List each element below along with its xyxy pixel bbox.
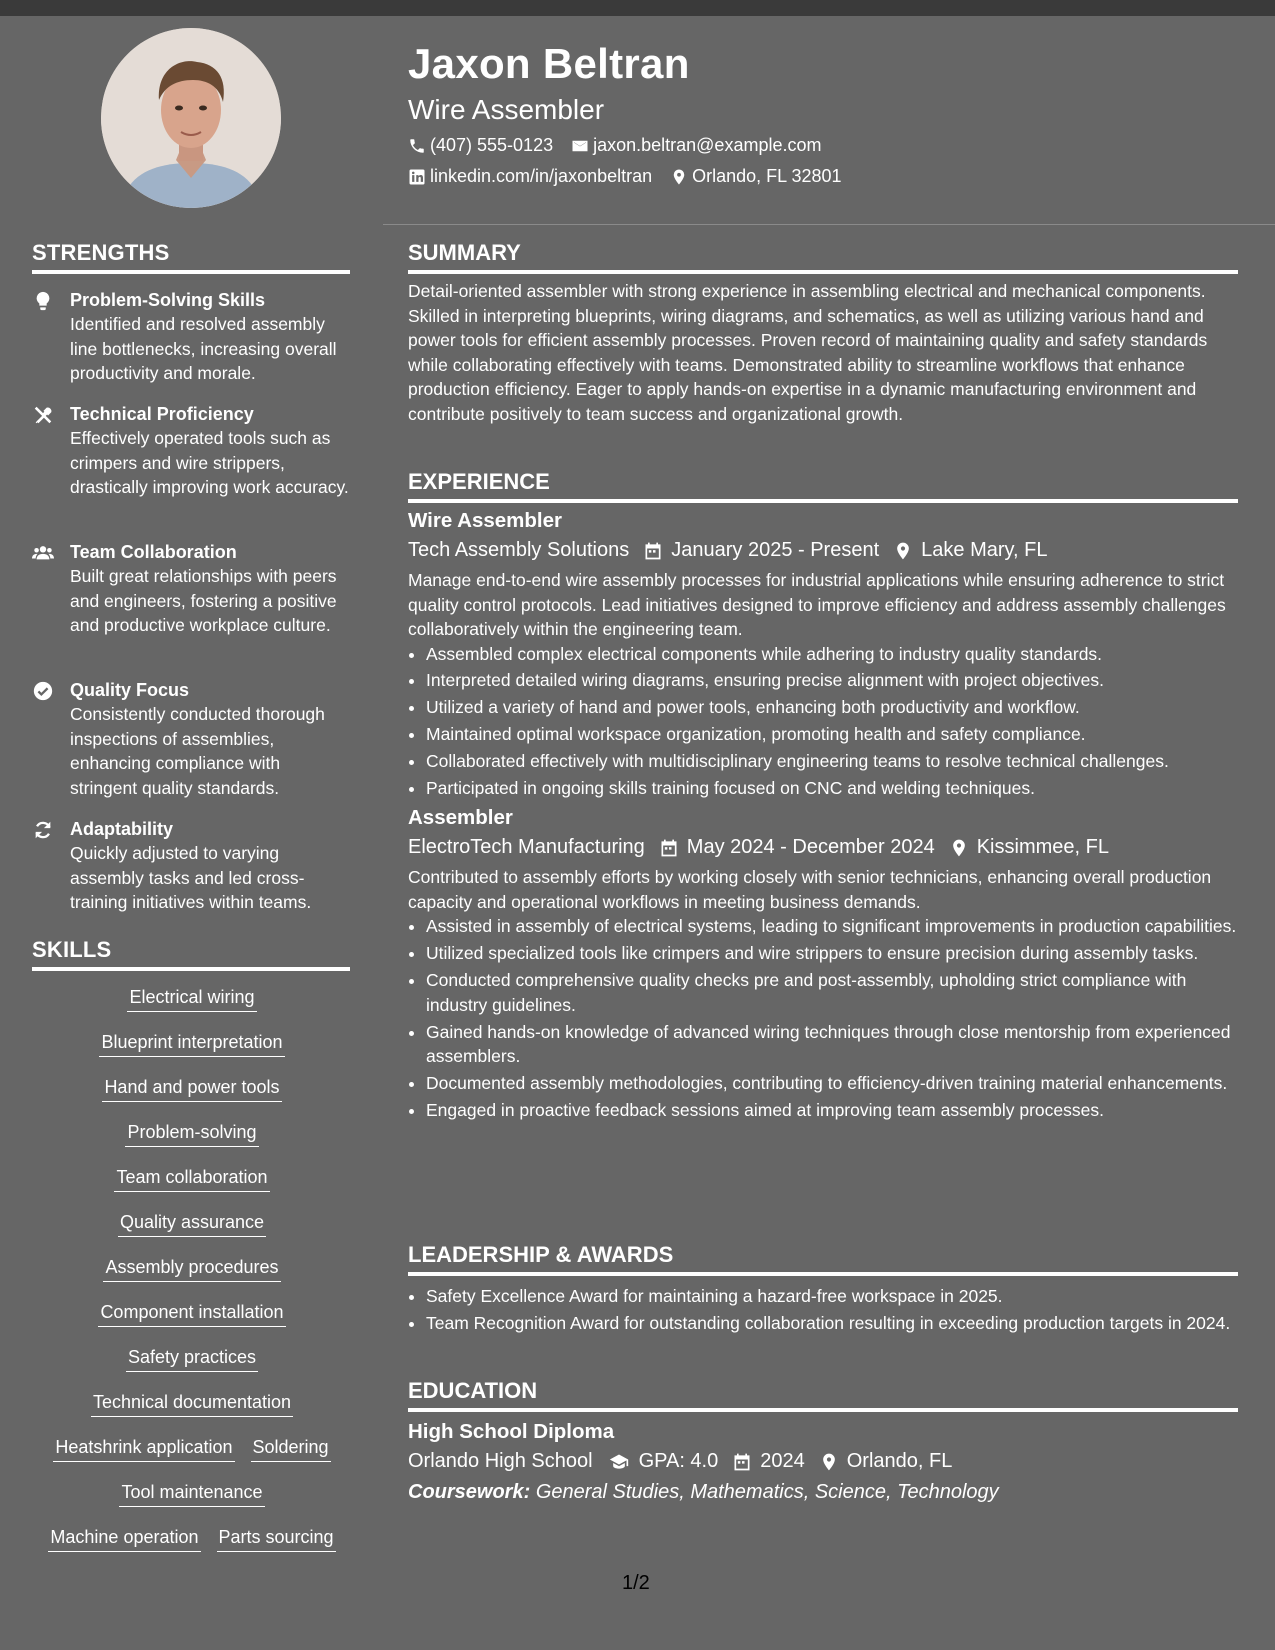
candidate-name: Jaxon Beltran xyxy=(408,40,690,87)
phone-icon xyxy=(408,137,426,155)
list-item: • Gained hands-on knowledge of advanced wiring techniques through close mentorship from experienced assemblers. xyxy=(426,1020,1238,1069)
skill-tag: Heatshrink application xyxy=(53,1432,234,1462)
education-section xyxy=(408,1378,1238,1504)
list-item: • Maintained optimal workspace organization, promoting health and safety compliance. xyxy=(426,722,1238,747)
calendar-icon xyxy=(659,838,679,858)
summary-heading: SUMMARY xyxy=(408,240,1238,274)
list-item: • Assembled complex electrical components while adhering to industry quality standards. xyxy=(426,642,1238,667)
strength-title: Problem-Solving Skills xyxy=(70,290,266,310)
strength-description: Quickly adjusted to varying assembly tasks and led cross-training initiatives within teams. xyxy=(70,843,312,912)
degree-title: High School Diploma xyxy=(408,1420,615,1443)
summary-section xyxy=(408,240,1238,426)
company-name: Tech Assembly Solutions xyxy=(408,539,630,561)
coursework-label: Coursework: xyxy=(408,1481,531,1503)
skill-tag: Problem-solving xyxy=(125,1117,258,1147)
map-pin-icon xyxy=(670,168,688,186)
skill-tag: Assembly procedures xyxy=(103,1252,280,1282)
strength-title: Technical Proficiency xyxy=(70,404,254,424)
list-item: • Utilized specialized tools like crimpers and wire strippers to ensure precision during assembly tasks. xyxy=(426,941,1238,966)
list-item: • Collaborated effectively with multidisciplinary engineering teams to resolve technical challenges. xyxy=(426,749,1238,774)
awards-heading: LEADERSHIP & AWARDS xyxy=(408,1242,1238,1276)
email-contact[interactable] xyxy=(571,135,821,156)
strength-description: Identified and resolved assembly line bottlenecks, increasing overall productivity and morale. xyxy=(70,314,337,383)
job-dates: May 2024 - December 2024 xyxy=(686,836,935,859)
map-pin-icon xyxy=(819,1452,839,1472)
skill-tag: Hand and power tools xyxy=(102,1072,281,1102)
skill-tag: Blueprint interpretation xyxy=(99,1027,284,1057)
map-pin-icon xyxy=(949,838,969,858)
calendar-icon xyxy=(643,541,663,561)
strength-description: Effectively operated tools such as crimpers and wire strippers, drastically improving work accuracy. xyxy=(70,428,349,497)
school-location: Orlando, FL xyxy=(846,1450,953,1472)
calendar-icon xyxy=(732,1452,752,1472)
tools-icon xyxy=(32,404,56,426)
list-item: • Utilized a variety of hand and power tools, enhancing both productivity and workflow. xyxy=(426,695,1238,720)
skill-tag: Safety practices xyxy=(126,1342,258,1372)
job-entry xyxy=(408,509,1238,800)
linkedin-icon xyxy=(408,168,426,186)
school-name: Orlando High School xyxy=(408,1450,593,1472)
job-meta xyxy=(408,836,1238,859)
graduation-cap-icon xyxy=(607,1452,631,1472)
job-dates: January 2025 - Present xyxy=(671,539,880,561)
phone-contact[interactable] xyxy=(408,135,553,156)
contact-row xyxy=(408,135,821,156)
linkedin-text: linkedin.com/in/jaxonbeltran xyxy=(430,166,653,186)
skills-list xyxy=(32,982,352,1567)
email-text: jaxon.beltran@example.com xyxy=(593,135,822,155)
list-item: • Assisted in assembly of electrical systems, leading to significant improvements in production capabilities. xyxy=(426,914,1238,939)
coursework-text: General Studies, Mathematics, Science, Technology xyxy=(535,1481,999,1503)
list-item: • Interpreted detailed wiring diagrams, ensuring precise alignment with project objectives. xyxy=(426,668,1238,693)
contact-row xyxy=(408,166,842,187)
strength-item xyxy=(32,540,352,638)
lightbulb-icon xyxy=(32,290,56,312)
experience-section xyxy=(408,469,1238,1125)
job-description: Contributed to assembly efforts by working closely with senior technicians, enhancing overall production capacity and operational workflows in meeting business demands. xyxy=(408,867,1212,912)
linkedin-contact[interactable] xyxy=(408,166,652,187)
company-name: ElectroTech Manufacturing xyxy=(408,836,645,859)
job-bullets xyxy=(408,914,1238,1122)
location-text: Orlando, FL 32801 xyxy=(692,166,842,186)
list-item: • Team Recognition Award for outstanding collaboration resulting in exceeding production targets in 2024. xyxy=(426,1311,1238,1336)
job-title: Wire Assembler xyxy=(408,509,563,532)
skill-tag: Tool maintenance xyxy=(119,1477,264,1507)
experience-heading: EXPERIENCE xyxy=(408,469,1238,503)
graduation-year: 2024 xyxy=(760,1450,805,1472)
users-icon xyxy=(32,542,56,564)
job-entry xyxy=(408,806,1238,1122)
job-location: Lake Mary, FL xyxy=(921,539,1048,561)
header-divider xyxy=(383,224,1275,225)
job-meta xyxy=(408,539,1238,562)
list-item: • Documented assembly methodologies, contributing to efficiency-driven training material enhancements. xyxy=(426,1071,1238,1096)
summary-text: Detail-oriented assembler with strong experience in assembling electrical and mechanical components. Skilled in interpreting blueprints, wiring diagrams, and schematics, as well as utilizing various hand and power tools for efficient assembly processes. Proven record of maintaining quality and safety standards while collaborating effectively with teams. Demonstrated ability to streamline workflows that enhance production efficiency. Eager to apply hands-on expertise in a dynamic manufacturing environment and contribute positively to team success and organizational growth. xyxy=(408,281,1208,424)
skill-tag: Team collaboration xyxy=(114,1162,269,1192)
portrait-image xyxy=(101,28,281,208)
list-item: • Conducted comprehensive quality checks pre and post-assembly, upholding strict compliance with industry guidelines. xyxy=(426,968,1238,1017)
list-item: • Participated in ongoing skills training focused on CNC and welding techniques. xyxy=(426,776,1238,801)
phone-text: (407) 555-0123 xyxy=(430,135,554,155)
skill-tag: Soldering xyxy=(251,1432,331,1462)
location-contact xyxy=(670,166,841,187)
skills-heading: SKILLS xyxy=(32,937,350,971)
strengths-heading: STRENGTHS xyxy=(32,240,350,274)
awards-list xyxy=(408,1284,1238,1335)
strength-item xyxy=(32,678,352,800)
strength-item xyxy=(32,817,352,915)
strength-description: Consistently conducted thorough inspections of assemblies, enhancing compliance with stringent quality standards. xyxy=(70,704,325,798)
map-pin-icon xyxy=(893,541,913,561)
strength-title: Quality Focus xyxy=(70,680,190,700)
strength-item xyxy=(32,288,352,386)
awards-section xyxy=(408,1242,1238,1338)
skill-tag: Electrical wiring xyxy=(127,982,256,1012)
skill-tag: Parts sourcing xyxy=(217,1522,336,1552)
job-description: Manage end-to-end wire assembly processes for industrial applications while ensuring adherence to strict quality control protocols. Lead initiatives designed to improve efficiency and address assembly challenges collaboratively within the engineering team. xyxy=(408,570,1226,639)
gpa-text: GPA: 4.0 xyxy=(638,1450,719,1472)
skill-tag: Component installation xyxy=(98,1297,285,1327)
job-title: Assembler xyxy=(408,806,513,830)
page-number: 1/2 xyxy=(622,1572,650,1594)
list-item: • Safety Excellence Award for maintaining a hazard-free workspace in 2025. xyxy=(426,1284,1238,1309)
education-meta xyxy=(408,1450,1238,1473)
candidate-role: Wire Assembler xyxy=(408,94,605,125)
skill-tag: Machine operation xyxy=(48,1522,200,1552)
check-circle-icon xyxy=(32,680,56,702)
profile-photo xyxy=(101,28,281,208)
education-heading: EDUCATION xyxy=(408,1378,1238,1412)
strength-item xyxy=(32,402,352,500)
strength-title: Adaptability xyxy=(70,819,174,839)
job-location: Kissimmee, FL xyxy=(976,836,1109,859)
top-bar xyxy=(0,0,1275,16)
skill-tag: Quality assurance xyxy=(118,1207,266,1237)
sync-icon xyxy=(32,819,56,841)
strength-title: Team Collaboration xyxy=(70,542,237,562)
sidebar xyxy=(0,16,383,1650)
list-item: • Engaged in proactive feedback sessions aimed at improving team assembly processes. xyxy=(426,1098,1238,1123)
envelope-icon xyxy=(571,137,589,155)
strength-description: Built great relationships with peers and engineers, fostering a positive and productive workplace culture. xyxy=(70,566,337,635)
coursework xyxy=(408,1481,1238,1504)
job-bullets xyxy=(408,642,1238,801)
skill-tag: Technical documentation xyxy=(91,1387,293,1417)
